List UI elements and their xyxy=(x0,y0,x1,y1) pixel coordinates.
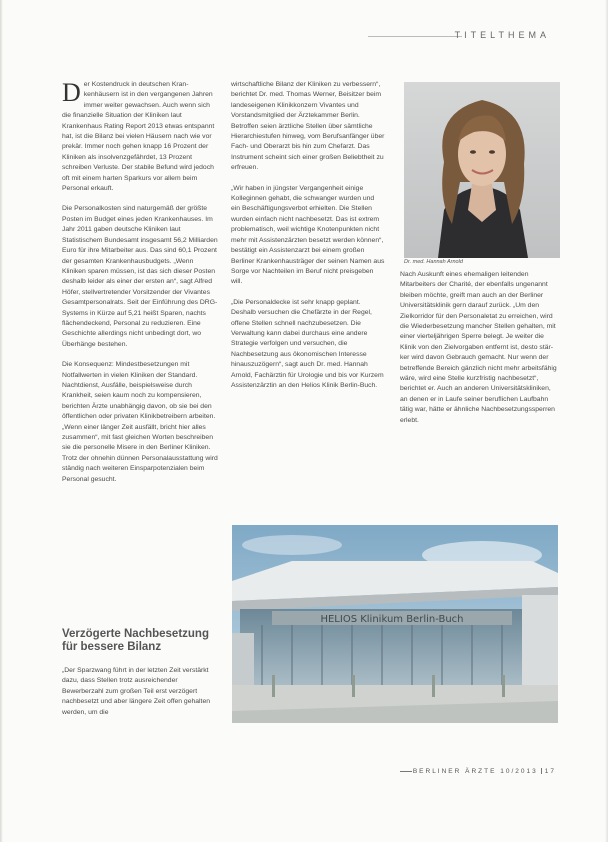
paragraph: „Wir haben in jüngster Vergangenheit einige Kolleginnen gehabt, die schwanger wurden und ein Beschäftigungsverbot erhielten. Die Stellen wurden einfach nicht nachbesetzt. Das ist extrem problematisch, weil wichtige Knotenpunkten nicht mehr mit Assistenzärzten besetzt werden können“, bestätigt ein Assistenzarzt bei einem großen Berliner Krankenhausträger der seinen Namen aus Sorge vor Nachteilen im Beruf nicht preisgeben will. xyxy=(231,184,385,286)
paragraph: wirtschaftliche Bilanz der Kliniken zu verbessern“, berichtet Dr. med. Thomas Werner, Beisitzer beim landeseigenen Klinikkonzern Vivantes und Vorstandsmitglied der Ärztekammer Berlin. Betroffen seien ärztliche Stellen über sämtliche Hierarchiestufen hinweg, vom Berufsanfänger über Fach- und Oberarzt bis hin zum Chefarzt. Das Instrument scheint sich einer großen Beliebtheit zu erfreuen. xyxy=(231,81,385,172)
page-shadow-left xyxy=(0,0,3,842)
lead-paragraph xyxy=(62,80,218,194)
publication-name: BERLINER ÄRZTE xyxy=(412,768,497,775)
paragraph: Nach Auskunft eines ehemaligen leitenden Mitarbeiters der Charité, der ebenfalls ungenannt bleiben möchte, greift man auch an der Berliner Universitätsklinik gern darauf zurück. „Um den Zielkorridor für den Personaletat zu erreichen, wird die Wiederbesetzung mancher Stellen gehalten, mit einer vierteljährigen Sperre belegt. Je weiter die Klinik von den Zielvorgaben entfernt ist, desto stärker wird davon Gebrauch gemacht. Nur wenn der betreffende Bereich gänzlich nicht mehr arbeitsfähig wäre, wird eine Stelle kurzfristig nachbesetzt“, berichtet er. Auch an anderen Universitätskliniken, an denen er in Laufe seiner beruflichen Laufbahn tätig war, hätte er ähnliche Nachbesetzungssperren erlebt. xyxy=(400,271,557,424)
article-column-1-continued xyxy=(62,666,218,728)
paragraph: „Die Personaldecke ist sehr knapp geplant. Deshalb versuchen die Chefärzte in der Regel, offene Stellen schnell nachzubesetzen. Die Verwaltung kann dabei durchaus eine andere Strategie verfolgen und versuchen, die Nachbesetzung aus ökonomischen Interesse hinauszuzögern“, sagt auch Dr. med. Hannah Arnold, Fachärztin für Urologie und bis vor Kurzem Assistenzärztin an den Helios Klinik Berlin-Buch. xyxy=(231,298,384,389)
lead-text: er Kostendruck in deutschen Krankenhäusern ist in den vergangenen Jahren immer weiter gewachsen. Auch wenn sich die finanzielle Situation der Kliniken laut Krankenhaus Rating Report 2013 etwas entspannt hat, ist die Bilanz bei vielen Häusern nach wie vor prekär. Immer noch gehen knapp 16 Prozent der Kliniken als insolvenzgefährdet, 13 Prozent schreiben Verluste. Der stabile Befund wird jedoch oft mit einem harten Sparkurs vor allem beim Personal erkauft. xyxy=(62,81,215,193)
article-column-2 xyxy=(231,80,385,401)
kicker-rule xyxy=(368,36,462,37)
page-footer xyxy=(413,768,556,775)
hospital-illustration xyxy=(232,525,558,723)
hospital-building-photo xyxy=(232,525,558,723)
drop-cap: D xyxy=(62,78,81,107)
subheading: Verzögerte Nachbesetzung für bessere Bilanz xyxy=(62,628,209,653)
section-kicker: TITELTHEMA xyxy=(454,30,550,40)
paragraph: Die Personalkosten sind naturgemäß der größte Posten im Budget eines jeden Krankenhauses. Im Jahr 2011 gaben deutsche Kliniken laut Statistischem Bundesamt insgesamt 56,2 Milliarden Euro für ihre Mitarbeiter aus. Das sind 60,1 Prozent der gesamten Krankenhausbudgets. „Wenn Kliniken sparen müssen, ist das sich dieser Posten deshalb leider als einer der ersten an“, sagt Alfred Höfer, stellvertretender Vorsitzender der Vivantes Gesamtpersonalrats. Seit der Einführung des DRG-Systems in Kürze auf 5,21 heißt Sparen, nachts flächendeckend, Personal zu reduzieren. Eine Geschichte allerdings nicht unbedingt dort, wo Überhänge bestehen. xyxy=(62,205,218,348)
portrait-illustration xyxy=(404,82,560,258)
footer-separator xyxy=(541,768,542,774)
article-column-1 xyxy=(62,80,218,495)
paragraph: „Der Sparzwang führt in der letzten Zeit verstärkt dazu, dass Stellen trotz ausreichender Bewerberzahl zum großen Teil erst verzögert nachbesetzt und aber längere Zeit offen gehalten werden, um die xyxy=(62,667,211,716)
issue-number: 10/2013 xyxy=(500,768,538,775)
page-number: 17 xyxy=(544,768,556,775)
photo-caption: Dr. med. Hannah Arnold xyxy=(404,259,463,265)
building-sign: HELIOS Klinikum Berlin-Buch xyxy=(320,614,464,625)
portrait-photo xyxy=(404,82,560,258)
article-column-3 xyxy=(400,270,558,436)
paragraph: Die Konsequenz: Mindestbesetzungen mit Notfallwerten in vielen Kliniken der Standard. Nachtdienst, Ausfälle, beispielsweise durch Krankheit, seien kaum noch zu kompensieren, berichten Ärzte unabhängig davon, ob sie bei den öffentlichen oder privaten Klinikbetreibern arbeiten. „Wenn einer länger Zeit ausfällt, bricht hier alles zusammen“, mit fast gleichen Worten beschreiben sie die personelle Misere in den Berliner Kliniken. Trotz der ohnehin dünnen Personalausstattung wird ständig nach weiteren Einsparpotenzialen beim Personal gesucht. xyxy=(62,361,218,483)
footer-rule xyxy=(400,771,412,772)
